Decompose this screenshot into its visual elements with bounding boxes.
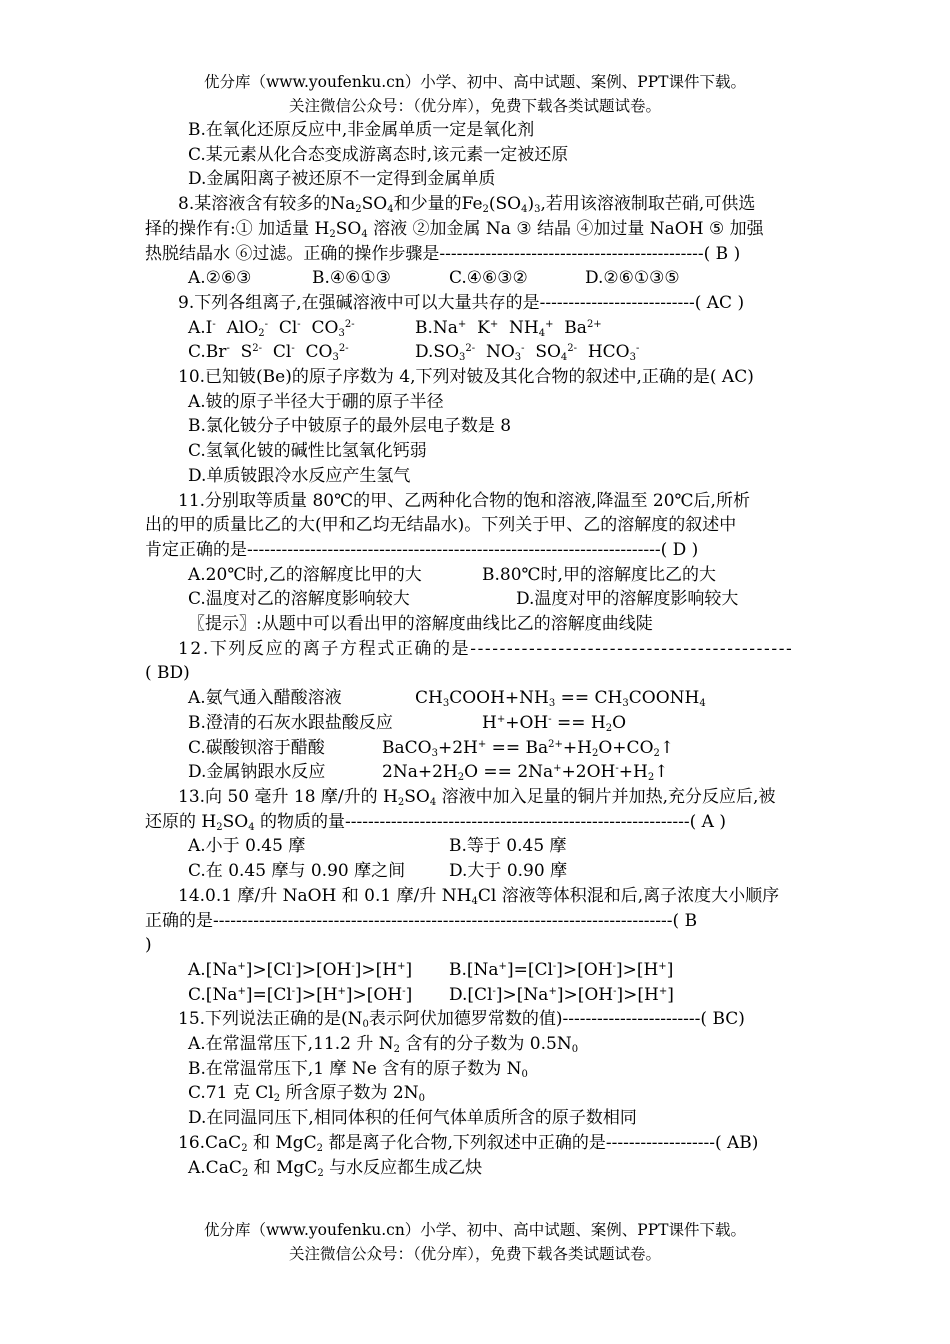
footer-watermark-line2: 关注微信公众号：（优分库），免费下载各类试题试卷。	[288, 1245, 661, 1263]
q11-stem-line3: 肯定正确的是------------------------------------------------------------------------( D )	[145, 539, 699, 560]
q7-option-c: C.某元素从化合态变成游离态时,该元素一定被还原	[188, 144, 569, 165]
q8-options: A.②⑥③ B.④⑥①③ C.④⑥③② D.②⑥①③⑤	[188, 268, 680, 289]
q11-stem-line1: 11.分别取等质量 80℃的甲、乙两种化合物的饱和溶液,降温至 20℃后,所析	[178, 490, 750, 511]
q10-option-c: C.氢氧化铍的碱性比氢氧化钙弱	[188, 441, 427, 462]
q10-stem: 10.已知铍(Be)的原子序数为 4,下列对铍及其化合物的叙述中,正确的是( AC)	[178, 367, 754, 388]
q13-options-ab: A.小于 0.45 摩 B.等于 0.45 摩	[188, 836, 567, 857]
q12-stem-line1: 12.下列反应的离子方程式正确的是--------------------------------------------	[178, 638, 794, 659]
q8-stem-line3: 热脱结晶水 ⑥过滤。正确的操作步骤是----------------------------------------------( B )	[145, 243, 741, 264]
q13-options-cd: C.在 0.45 摩与 0.90 摩之间 D.大于 0.90 摩	[188, 861, 568, 882]
q16-stem: 16.CaC$_2$ 和 MgC$_2$ 都是离子化合物,下列叙述中正确的是-------------------( AB)	[178, 1132, 759, 1154]
q16-option-a: A.CaC$_2$ 和 MgC$_2$ 与水反应都生成乙炔	[188, 1157, 483, 1179]
q9-options-cd: C.Br- $S^{2-}$ Cl- $CO_3^{2-}$ $D.SO_3^{2-}$ $NO_3^-$ $SO_4^{2-}$ $HCO_3^-$	[188, 342, 640, 364]
q11-options-cd: C.温度对乙的溶解度影响较大 D.温度对甲的溶解度影响较大	[188, 589, 739, 610]
q10-option-b: B.氯化铍分子中铍原子的最外层电子数是 8	[188, 416, 512, 437]
q7-option-d: D.金属阳离子被还原不一定得到金属单质	[188, 169, 496, 190]
q12-option-b: B.澄清的石灰水跟盐酸反应 $H^++OH^- == H_2O$	[188, 712, 627, 734]
q13-stem-line1: 13.向 50 毫升 18 摩/升的 $H_2SO_4$ 溶液中加入足量的铜片并加热,充分反应后,被	[178, 786, 776, 808]
header-watermark-line2: 关注微信公众号：（优分库），免费下载各类试题试卷。	[288, 97, 661, 115]
q14-options-cd: C.[Na+]=[Cl-]>[H+]>[OH-] D.[Cl-]>[Na+]>[OH-]>[H+]	[188, 984, 674, 1005]
q8-stem-line2: 择的操作有:① 加适量 $H_2SO_4$ 溶液 ②加金属 Na ③ 结晶 ④加过量 NaOH ⑤ 加强	[145, 218, 764, 240]
q8-stem-line1: 8.某溶液含有较多的$Na_2SO_4$和少量的$Fe_2(SO_4)_3$,若用该溶液制取芒硝,可供选	[178, 194, 756, 216]
q10-option-a: A.铍的原子半径大于硼的原子半径	[188, 391, 444, 412]
question-content	[145, 118, 805, 1180]
q11-hint: 〖提示〗:从题中可以看出甲的溶解度曲线比乙的溶解度曲线陡	[188, 614, 653, 635]
q14-stem-line2: 正确的是--------------------------------------------------------------------------------( B	[145, 910, 698, 931]
q12-stem-line2: ( BD)	[145, 663, 190, 684]
header-watermark-line1: 优分库（www.youfenku.cn）小学、初中、高中试题、案例、PPT课件下载。	[203, 73, 747, 91]
q11-options-ab: A.20℃时,乙的溶解度比甲的大 B.80℃时,甲的溶解度比乙的大	[188, 564, 716, 585]
q15-stem: 15.下列说法正确的是($N_0$表示阿伏加德罗常数的值)------------------------( BC)	[178, 1009, 745, 1031]
q14-stem-line1: 14.0.1 摩/升 NaOH 和 0.1 摩/升 $NH_4Cl$ 溶液等体积混和后,离子浓度大小顺序	[178, 885, 780, 907]
q12-option-a: A.氨气通入醋酸溶液 $CH_3COOH+NH_3$ == $CH_3COONH_4$	[188, 688, 706, 710]
q11-stem-line2: 出的甲的质量比乙的大(甲和乙均无结晶水)。下列关于甲、乙的溶解度的叙述中	[145, 515, 737, 536]
q14-options-ab: A.[Na+]>[Cl-]>[OH-]>[H+] B.[Na+]=[Cl-]>[OH-]>[H+]	[188, 959, 674, 980]
q14-stem-line3: )	[145, 935, 152, 956]
q15-option-c: C.71 克 $Cl_2$ 所含原子数为 $2N_0$	[188, 1083, 425, 1105]
q12-option-d: D.金属钠跟水反应 $2Na+2H_2O$ == $2Na^++2OH^-+H_2↑$	[188, 762, 669, 784]
q12-option-c: C.碳酸钡溶于醋酸 BaCO$_3$+2H+ == $Ba^{2+}+H_2O+CO_2↑$	[188, 737, 675, 759]
q13-stem-line2: 还原的 $H_2SO_4$ 的物质的量------------------------------------------------------------( A )	[145, 811, 726, 833]
footer-watermark-line1: 优分库（www.youfenku.cn）小学、初中、高中试题、案例、PPT课件下载。	[203, 1221, 747, 1239]
q9-stem: 9.下列各组离子,在强碱溶液中可以大量共存的是---------------------------( AC )	[178, 292, 745, 313]
q15-option-a: A.在常温常压下,11.2 升 $N_2$ 含有的分子数为 $0.5N_0$	[188, 1034, 579, 1056]
q15-option-d: D.在同温同压下,相同体积的任何气体单质所含的原子数相同	[188, 1108, 637, 1129]
q7-option-b: B.在氧化还原反应中,非金属单质一定是氧化剂	[188, 120, 535, 140]
q9-options-ab: A.I- AlO$_2$- Cl- $CO_3^{2-}$ B.Na+ K+ $NH_4^+$ $Ba^{2+}$	[188, 317, 602, 339]
q15-option-b: B.在常温常压下,1 摩 Ne 含有的原子数为 $N_0$	[188, 1058, 528, 1080]
q10-option-d: D.单质铍跟冷水反应产生氢气	[188, 465, 411, 486]
